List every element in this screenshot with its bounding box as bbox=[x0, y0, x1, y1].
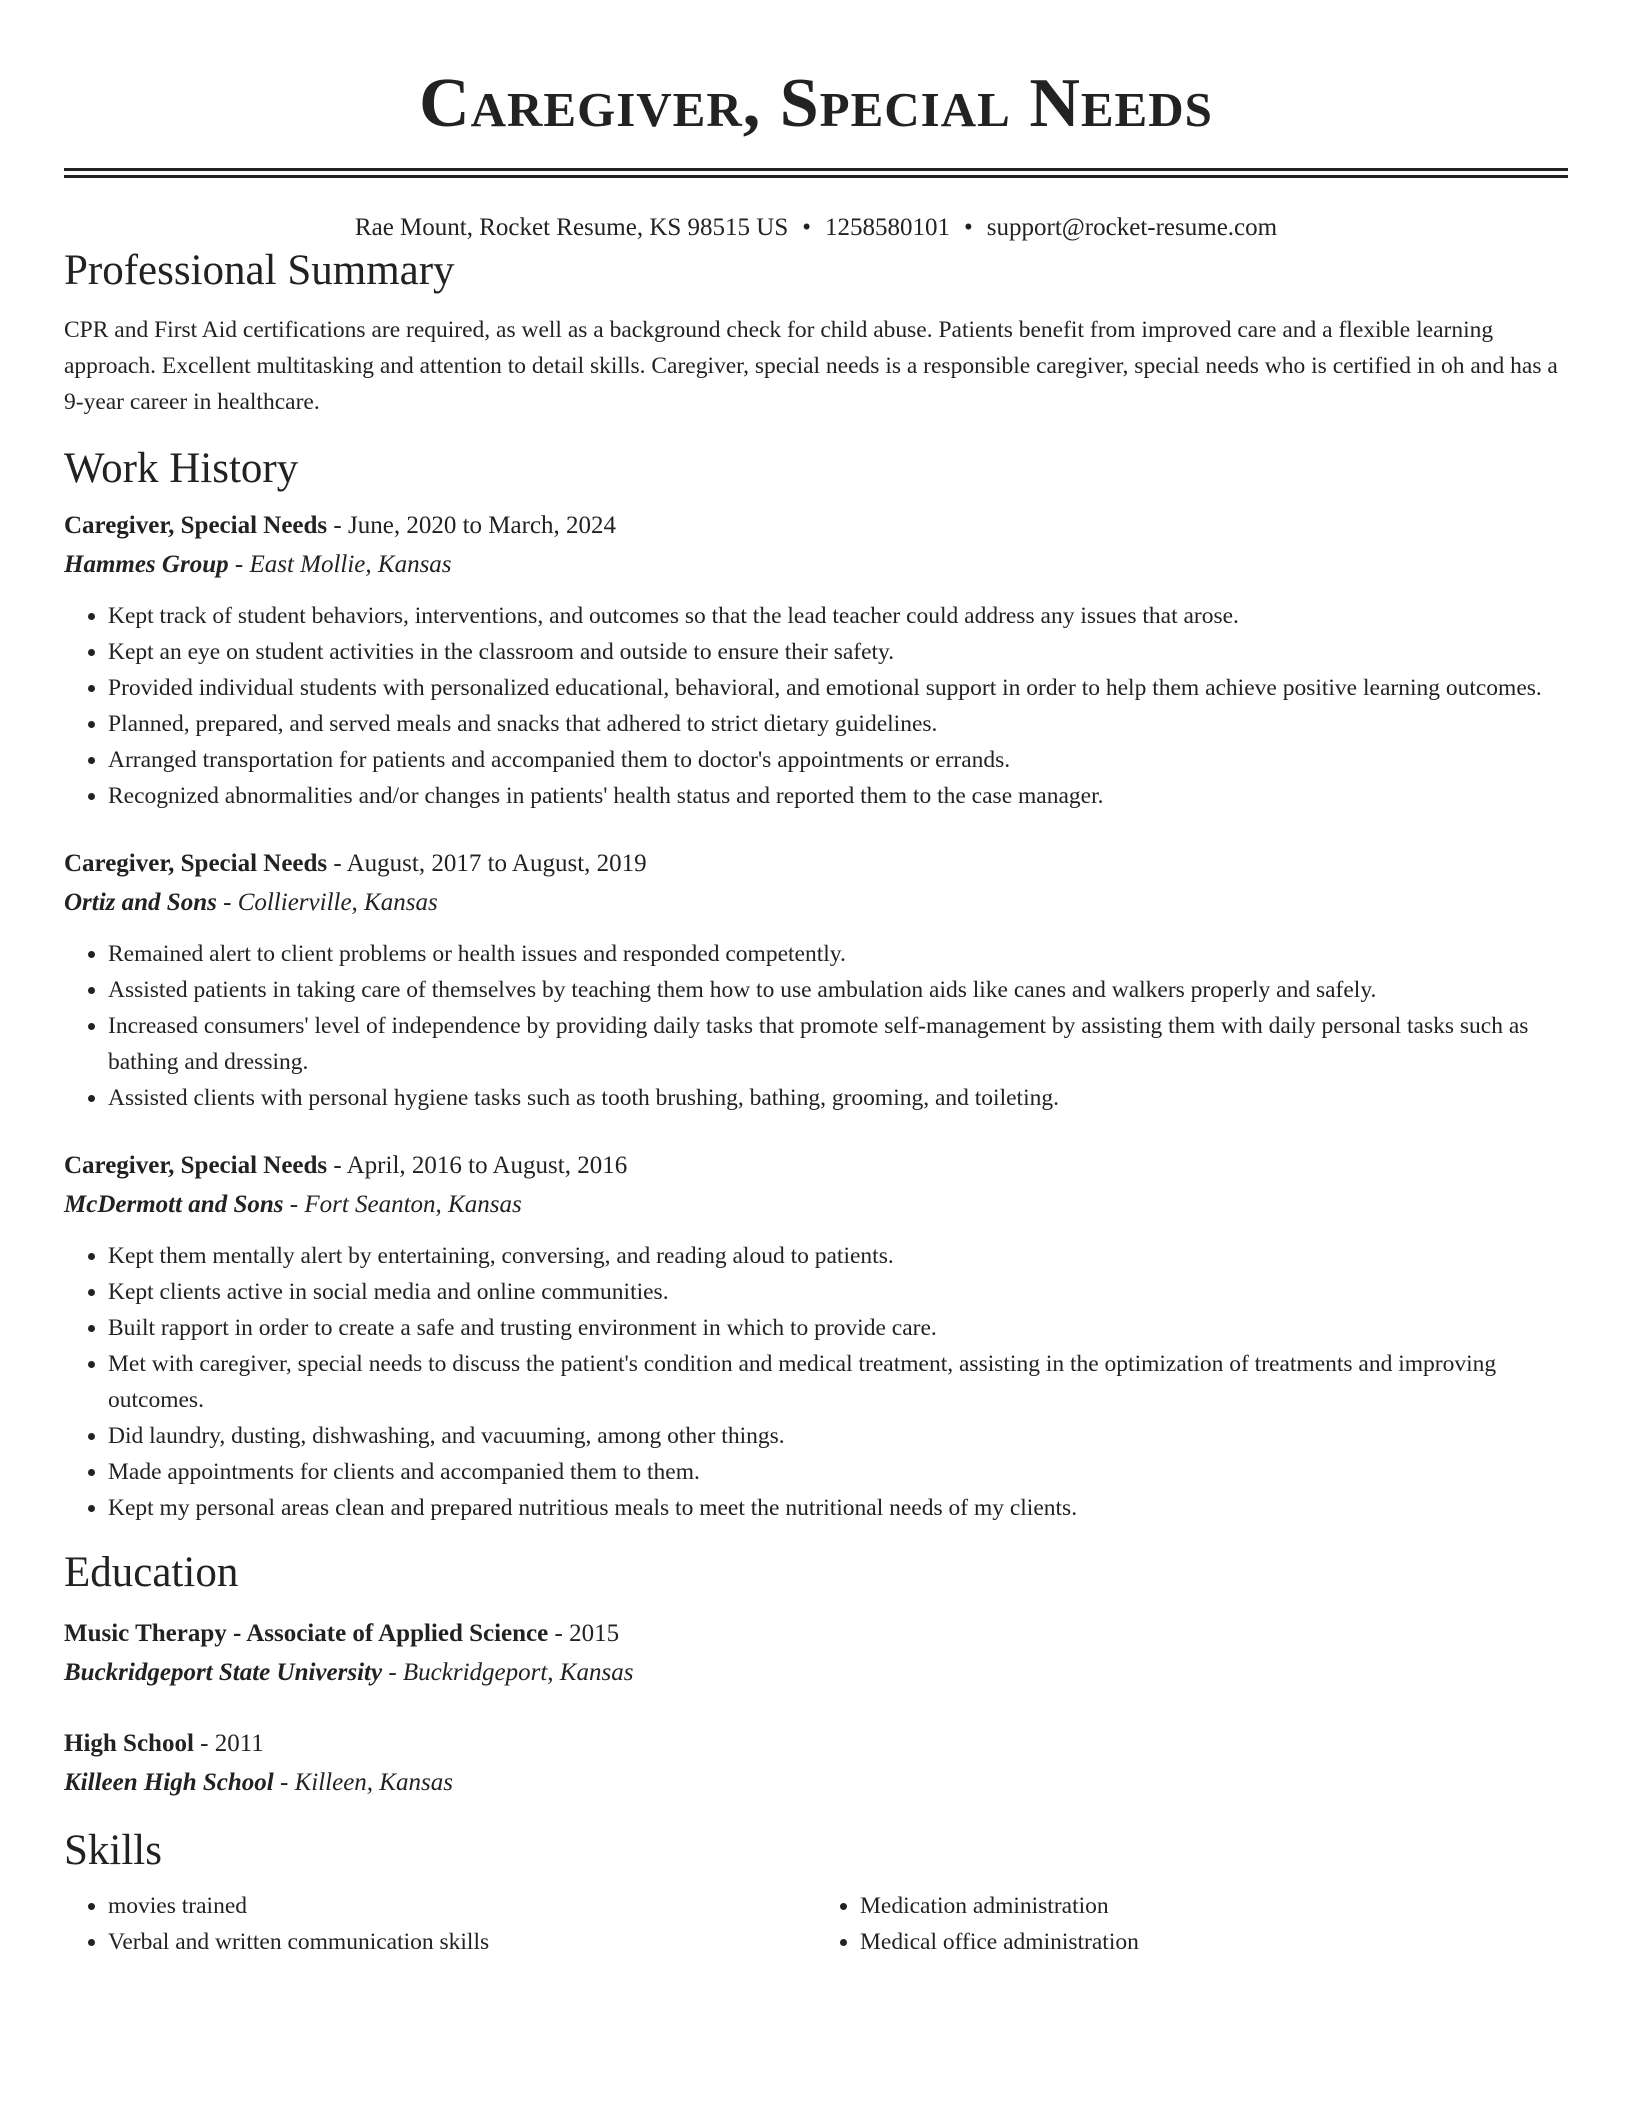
job-bullet: • Did laundry, dusting, dishwashing, and vacuuming, among other things. bbox=[108, 1418, 1568, 1454]
job-bullets bbox=[64, 1238, 1568, 1526]
job-bullet: • Made appointments for clients and accompanied them to them. bbox=[108, 1454, 1568, 1490]
job-bullet: • Assisted clients with personal hygiene tasks such as tooth brushing, bathing, grooming, and toileting. bbox=[108, 1080, 1568, 1116]
education-entry bbox=[64, 1724, 1568, 1802]
skills-right-column bbox=[816, 1888, 1568, 1960]
job-dates: June, 2020 to March, 2024 bbox=[348, 512, 617, 539]
job-bullets bbox=[64, 936, 1568, 1116]
education-year: 2011 bbox=[214, 1730, 264, 1757]
job-company: Hammes Group bbox=[64, 551, 229, 578]
contact-address: Rae Mount, Rocket Resume, KS 98515 US bbox=[354, 214, 789, 241]
education-location: Killeen, Kansas bbox=[294, 1769, 453, 1796]
education-school-line: Buckridgeport State University - Buckridgeport, Kansas bbox=[64, 1659, 634, 1686]
job-entry bbox=[64, 844, 1568, 1116]
education-location: Buckridgeport, Kansas bbox=[402, 1659, 634, 1686]
job-title: Caregiver, Special Needs bbox=[64, 1152, 328, 1179]
job-bullet: • Kept clients active in social media and online communities. bbox=[108, 1274, 1568, 1310]
job-title-line: Caregiver, Special Needs - April, 2016 to August, 2016 bbox=[64, 1152, 628, 1179]
contact-phone: 1258580101 bbox=[825, 214, 951, 241]
job-bullet: • Planned, prepared, and served meals and snacks that adhered to strict dietary guidelines. bbox=[108, 706, 1568, 742]
contact-line bbox=[64, 212, 1568, 244]
job-bullet: • Kept them mentally alert by entertaining, conversing, and reading aloud to patients. bbox=[108, 1238, 1568, 1274]
job-bullet: • Kept track of student behaviors, interventions, and outcomes so that the lead teacher could address any issues that arose. bbox=[108, 598, 1568, 634]
job-company: McDermott and Sons bbox=[64, 1191, 284, 1218]
skill-item: • Medical office administration bbox=[860, 1924, 1568, 1960]
resume-page bbox=[64, 0, 1568, 1960]
summary-heading: Professional Summary bbox=[64, 247, 455, 294]
education-year: 2015 bbox=[569, 1620, 620, 1647]
contact-separator: • bbox=[802, 214, 812, 241]
skills-left-column bbox=[64, 1888, 816, 1960]
job-bullet: • Provided individual students with personalized educational, behavioral, and emotional support in order to help them achieve positive learning outcomes. bbox=[108, 670, 1568, 706]
contact-email: support@rocket-resume.com bbox=[986, 214, 1278, 241]
job-entry bbox=[64, 506, 1568, 814]
job-company: Ortiz and Sons bbox=[64, 889, 217, 916]
resume-title: Caregiver, Special Needs bbox=[419, 65, 1213, 142]
job-company-line: McDermott and Sons - Fort Seanton, Kansas bbox=[64, 1191, 522, 1218]
education-heading: Education bbox=[64, 1549, 239, 1596]
job-bullet: • Kept my personal areas clean and prepared nutritious meals to meet the nutritional needs of my clients. bbox=[108, 1490, 1568, 1526]
job-title-line: Caregiver, Special Needs - August, 2017 to August, 2019 bbox=[64, 850, 647, 877]
job-title: Caregiver, Special Needs bbox=[64, 850, 328, 877]
education-school: Killeen High School bbox=[64, 1769, 274, 1796]
job-title: Caregiver, Special Needs bbox=[64, 512, 328, 539]
job-bullet: • Remained alert to client problems or health issues and responded competently. bbox=[108, 936, 1568, 972]
job-dates: April, 2016 to August, 2016 bbox=[346, 1152, 628, 1179]
job-bullet: • Assisted patients in taking care of themselves by teaching them how to use ambulation aids like canes and walkers properly and safely. bbox=[108, 972, 1568, 1008]
job-dates: August, 2017 to August, 2019 bbox=[346, 850, 647, 877]
job-bullet: • Kept an eye on student activities in the classroom and outside to ensure their safety. bbox=[108, 634, 1568, 670]
education-degree: High School bbox=[64, 1730, 194, 1757]
education-entry bbox=[64, 1614, 1568, 1692]
skill-item: • Medication administration bbox=[860, 1888, 1568, 1924]
job-bullet: • Arranged transportation for patients and accompanied them to doctor's appointments or errands. bbox=[108, 742, 1568, 778]
education-school: Buckridgeport State University bbox=[64, 1659, 383, 1686]
job-location: Fort Seanton, Kansas bbox=[304, 1191, 522, 1218]
job-bullets bbox=[64, 598, 1568, 814]
job-bullet: • Met with caregiver, special needs to discuss the patient's condition and medical treatment, assisting in the optimization of treatments and improving outcomes. bbox=[108, 1346, 1568, 1418]
job-bullet: • Increased consumers' level of independence by providing daily tasks that promote self-management by assisting them with daily personal tasks such as bathing and dressing. bbox=[108, 1008, 1568, 1080]
job-bullet: • Recognized abnormalities and/or changes in patients' health status and reported them to the case manager. bbox=[108, 778, 1568, 814]
job-bullet: • Built rapport in order to create a safe and trusting environment in which to provide care. bbox=[108, 1310, 1568, 1346]
skills-grid bbox=[64, 1878, 1568, 1960]
education-degree-line: High School - 2011 bbox=[64, 1730, 264, 1757]
work-history-heading: Work History bbox=[64, 445, 299, 492]
job-company-line: Ortiz and Sons - Collierville, Kansas bbox=[64, 889, 438, 916]
education-degree: Music Therapy - Associate of Applied Science bbox=[64, 1620, 549, 1647]
skill-item: • Verbal and written communication skills bbox=[108, 1924, 816, 1960]
title-divider bbox=[64, 168, 1568, 178]
summary-text: CPR and First Aid certifications are required, as well as a background check for child abuse. Patients benefit from improved care and a flexible learning approach. Excellent multitasking and attention to detail skills. Caregiver, special needs is a responsible caregiver, special needs who is certified in oh and has a 9-year career in healthcare. bbox=[64, 317, 1558, 415]
job-location: East Mollie, Kansas bbox=[249, 551, 452, 578]
job-entry bbox=[64, 1146, 1568, 1526]
skill-item: • movies trained bbox=[108, 1888, 816, 1924]
education-school-line: Killeen High School - Killeen, Kansas bbox=[64, 1769, 453, 1796]
job-title-line: Caregiver, Special Needs - June, 2020 to March, 2024 bbox=[64, 512, 617, 539]
skills-heading: Skills bbox=[64, 1827, 162, 1874]
job-location: Collierville, Kansas bbox=[237, 889, 438, 916]
education-degree-line: Music Therapy - Associate of Applied Science - 2015 bbox=[64, 1620, 620, 1647]
job-company-line: Hammes Group - East Mollie, Kansas bbox=[64, 551, 452, 578]
contact-separator: • bbox=[964, 214, 973, 241]
